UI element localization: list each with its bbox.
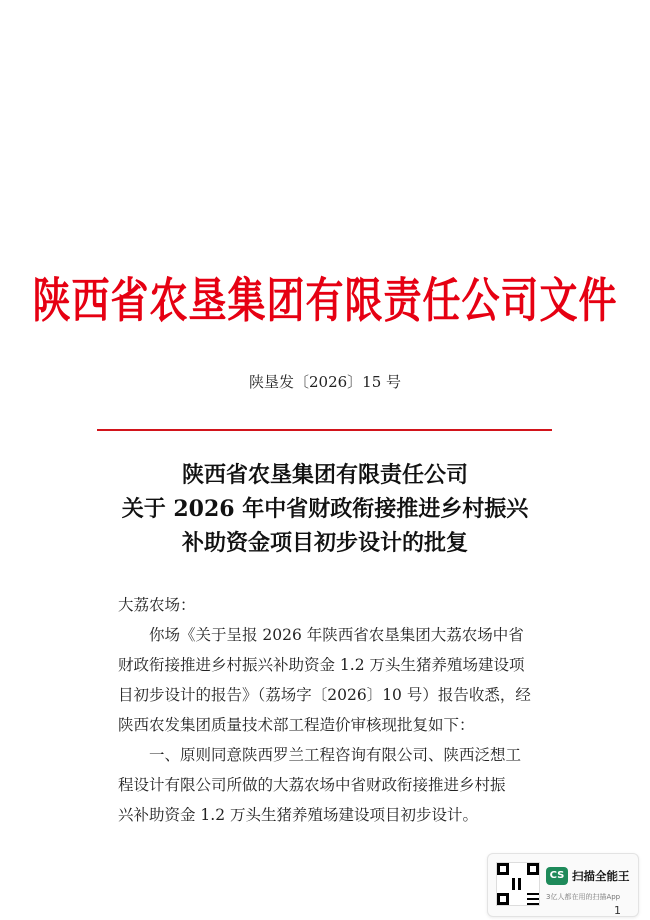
qr-code-icon xyxy=(496,862,540,906)
red-separator-line xyxy=(97,429,552,431)
document-number: 陕垦发〔2026〕15 号 xyxy=(248,373,402,391)
cs-logo: CS xyxy=(546,867,568,885)
document-title xyxy=(0,458,650,560)
title-line-2: 关于 2026 年中省财政衔接推进乡村振兴 xyxy=(121,496,529,522)
issuer-red-header: 陕西省农垦集团有限责任公司文件 xyxy=(32,272,618,329)
title-line-3: 补助资金项目初步设计的批复 xyxy=(181,530,468,556)
paragraph-1 xyxy=(118,620,538,740)
salutation: 大荔农场： xyxy=(118,596,196,614)
title-line-1: 陕西省农垦集团有限责任公司 xyxy=(181,462,468,488)
paragraph-1-line: 陕西农发集团质量技术部工程造价审核现批复如下： xyxy=(118,716,475,734)
paragraph-2-line: 一、原则同意陕西罗兰工程咨询有限公司、陕西泛想工 xyxy=(149,746,522,764)
paragraph-2-line: 程设计有限公司所做的大荔农场中省财政衔接推进乡村振 xyxy=(118,776,506,794)
document-body xyxy=(118,590,538,830)
page-number: 1 xyxy=(614,904,621,917)
paragraph-1-line: 目初步设计的报告》（荔场字〔2026〕10 号）报告收悉，经 xyxy=(118,686,531,704)
paragraph-2 xyxy=(118,740,538,830)
scanner-app-name: 扫描全能王 xyxy=(572,869,630,883)
paragraph-1-line: 你场《关于呈报 2026 年陕西省农垦集团大荔农场中省 xyxy=(149,626,524,644)
paragraph-1-line: 财政衔接推进乡村振兴补助资金 1.2 万头生猪养殖场建设项 xyxy=(118,656,525,674)
scanner-slogan: 3亿人都在用的扫描App xyxy=(546,893,621,901)
paragraph-2-line: 兴补助资金 1.2 万头生猪养殖场建设项目初步设计。 xyxy=(118,806,479,824)
